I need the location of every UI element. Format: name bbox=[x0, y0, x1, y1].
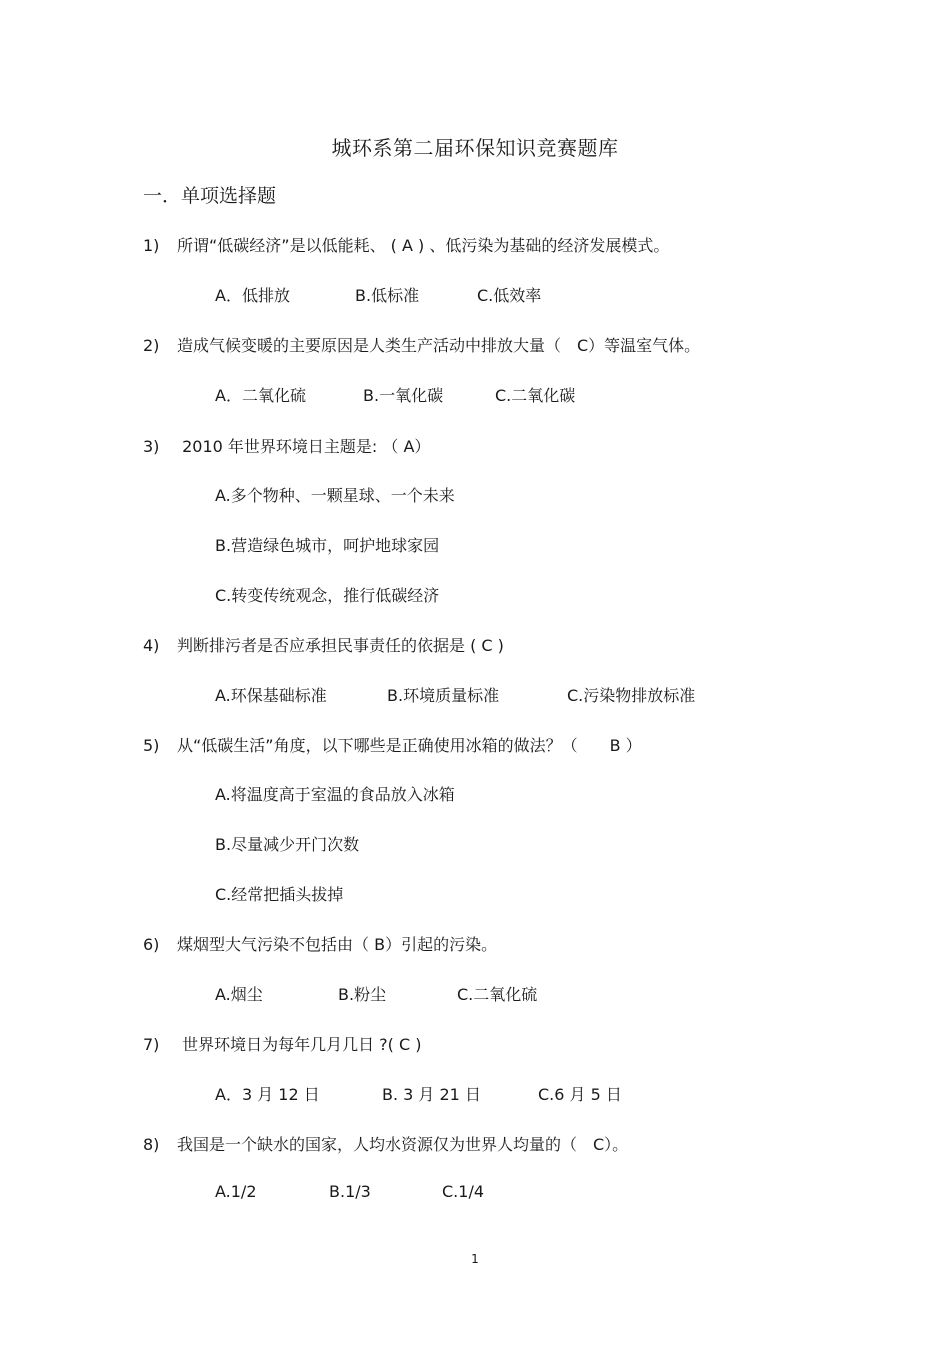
question-1 bbox=[143, 233, 669, 256]
question-6 bbox=[143, 932, 497, 955]
question-3-option-c: C.转变传统观念，推行低碳经济 bbox=[215, 586, 440, 605]
question-text: 所谓“低碳经济”是以低能耗、 ( A ) 、低污染为基础的经济发展模式。 bbox=[177, 236, 670, 255]
question-number: 5) bbox=[143, 736, 160, 755]
question-2-options bbox=[215, 383, 575, 406]
question-3-option-a: A.多个物种、一颗星球、一个未来 bbox=[215, 486, 455, 505]
question-number: 2) bbox=[143, 336, 160, 355]
option-a: A．二氧化硫 bbox=[215, 386, 306, 405]
option-a: A.环保基础标准 bbox=[215, 686, 327, 705]
option-a: A．3 月 12 日 bbox=[215, 1085, 320, 1104]
option-a: A.烟尘 bbox=[215, 985, 263, 1004]
option-a: A.1/2 bbox=[215, 1182, 257, 1201]
option-c: C.污染物排放标准 bbox=[567, 686, 696, 705]
question-number: 3) bbox=[143, 437, 160, 456]
question-number: 6) bbox=[143, 935, 160, 954]
option-c: C.1/4 bbox=[442, 1182, 485, 1201]
question-5-option-a: A.将温度高于室温的食品放入冰箱 bbox=[215, 785, 455, 804]
question-7-options bbox=[215, 1082, 622, 1105]
question-8-options bbox=[215, 1182, 484, 1201]
question-text: 2010 年世界环境日主题是: （ A） bbox=[177, 437, 431, 456]
question-3 bbox=[143, 434, 430, 457]
question-5-option-c: C.经常把插头拔掉 bbox=[215, 885, 344, 904]
question-8 bbox=[143, 1132, 628, 1155]
option-b: B.一氧化碳 bbox=[363, 386, 444, 405]
question-4-options bbox=[215, 683, 695, 706]
page-number: 1 bbox=[471, 1252, 479, 1266]
option-b: B. 3 月 21 日 bbox=[382, 1085, 481, 1104]
option-b: B.粉尘 bbox=[338, 985, 387, 1004]
question-2 bbox=[143, 333, 700, 356]
question-text: 世界环境日为每年几月几日 ?( C ) bbox=[177, 1035, 422, 1054]
question-text: 我国是一个缺水的国家，人均水资源仅为世界人均量的（ C）。 bbox=[177, 1135, 629, 1154]
question-6-options bbox=[215, 982, 537, 1005]
section-heading: 一．单项选择题 bbox=[143, 185, 277, 207]
question-7 bbox=[143, 1032, 422, 1055]
option-b: B.1/3 bbox=[329, 1182, 371, 1201]
option-a: A．低排放 bbox=[215, 286, 290, 305]
question-5-option-b: B.尽量减少开门次数 bbox=[215, 835, 360, 854]
option-c: C.二氧化碳 bbox=[495, 386, 576, 405]
question-text: 从“低碳生活”角度，以下哪些是正确使用冰箱的做法？（ B ） bbox=[177, 736, 642, 755]
question-1-options bbox=[215, 283, 541, 306]
question-5 bbox=[143, 733, 642, 756]
question-3-option-b: B.营造绿色城市，呵护地球家园 bbox=[215, 536, 440, 555]
question-text: 判断排污者是否应承担民事责任的依据是 ( C ) bbox=[177, 636, 504, 655]
question-number: 1) bbox=[143, 236, 160, 255]
question-text: 造成气候变暖的主要原因是人类生产活动中排放大量（ C）等温室气体。 bbox=[177, 336, 701, 355]
question-number: 7) bbox=[143, 1035, 160, 1054]
question-text: 煤烟型大气污染不包括由（ B）引起的污染。 bbox=[177, 935, 498, 954]
question-number: 8) bbox=[143, 1135, 160, 1154]
option-c: C.二氧化硫 bbox=[457, 985, 538, 1004]
option-c: C.6 月 5 日 bbox=[538, 1085, 622, 1104]
question-4 bbox=[143, 633, 504, 656]
option-b: B.环境质量标准 bbox=[387, 686, 500, 705]
question-number: 4) bbox=[143, 636, 160, 655]
page-title: 城环系第二届环保知识竞赛题库 bbox=[331, 136, 619, 160]
option-b: B.低标准 bbox=[355, 286, 420, 305]
option-c: C.低效率 bbox=[477, 286, 542, 305]
